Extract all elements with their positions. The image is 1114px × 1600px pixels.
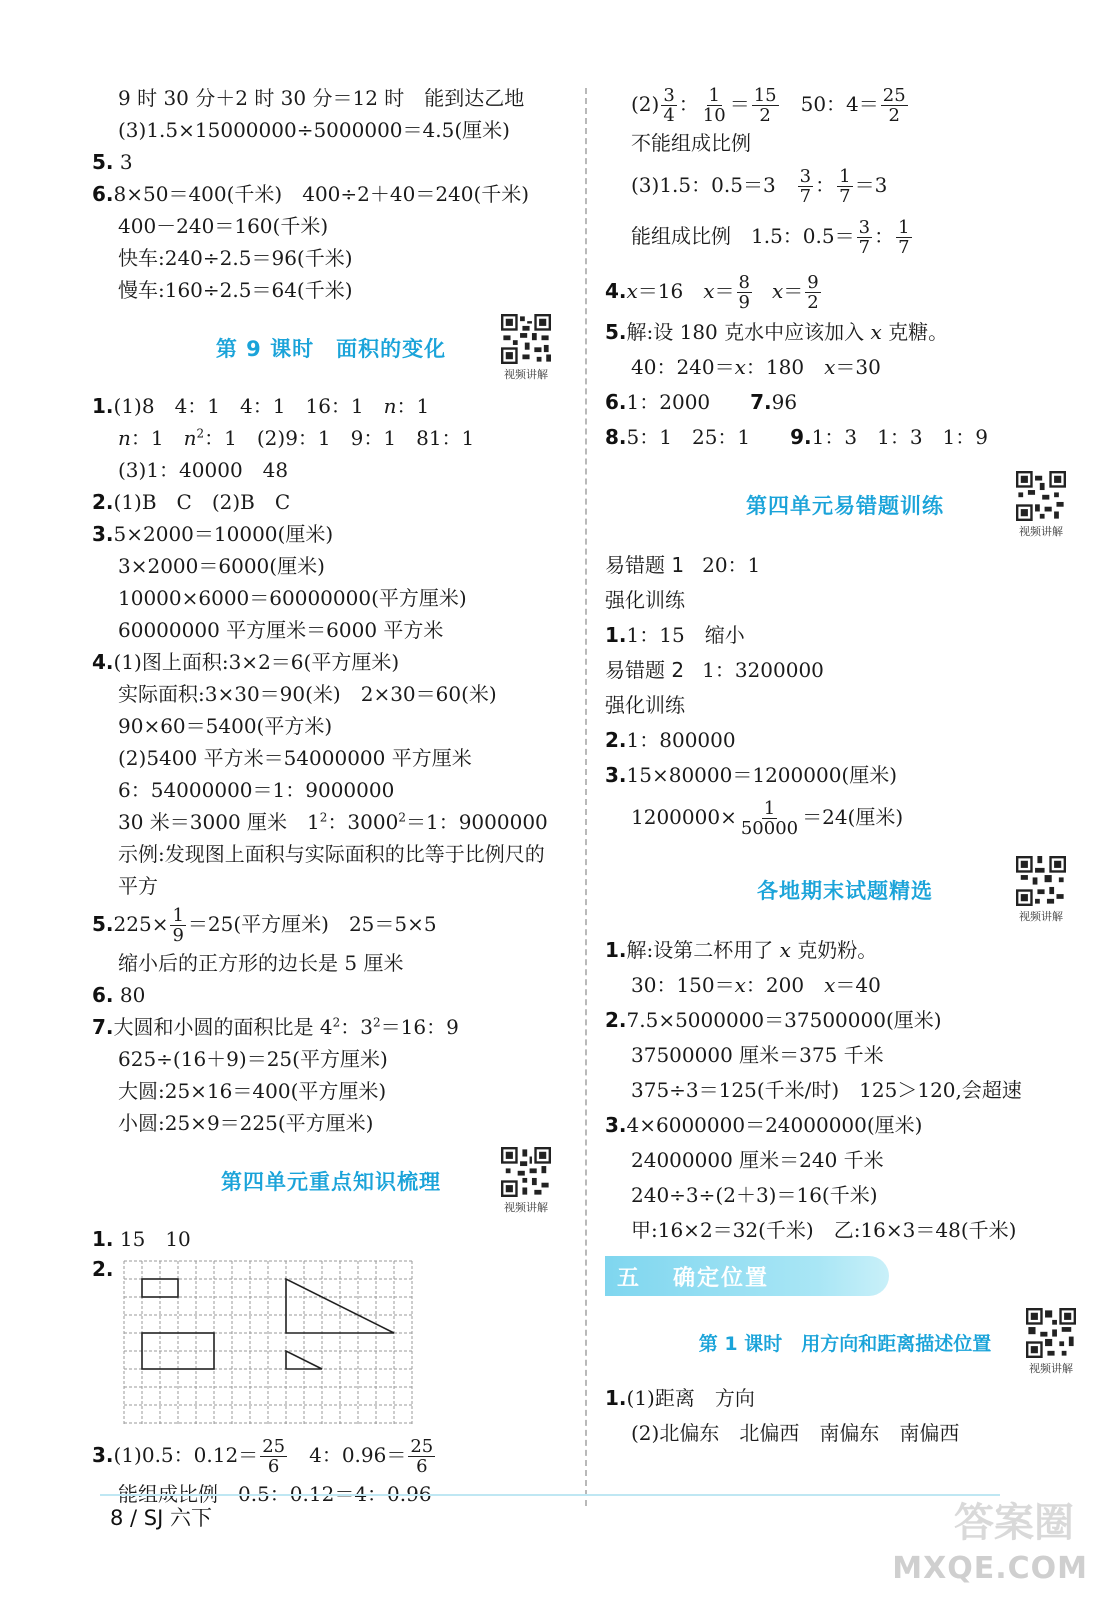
answer-text: 30：150＝: [631, 973, 735, 997]
text-line: [605, 214, 1085, 259]
section-heading-unit-4-errors: [605, 471, 1085, 539]
answer-text: 40：240＝: [631, 355, 735, 379]
fraction: [752, 86, 779, 125]
answer-text: ：1: [130, 426, 184, 450]
answer-text: ＝40: [835, 973, 881, 997]
text-line: 10000×6000＝60000000(平方厘米): [118, 586, 467, 610]
denominator: 7: [839, 186, 851, 207]
question-number: 5.: [605, 320, 627, 344]
section-title: 各地期末试题精选: [757, 879, 933, 903]
numerator: 25: [262, 1436, 286, 1457]
fraction: [260, 1437, 287, 1476]
numerator: 25: [882, 85, 906, 106]
text-line: 9 时 30 分＋2 时 30 分＝12 时 能到达乙地: [118, 86, 525, 110]
answer-text: 解:设第二杯用了: [626, 938, 780, 962]
answer-6: [92, 178, 570, 210]
answer-7: [92, 1011, 570, 1043]
answer-text: 1：3 1：3 1：9: [811, 425, 989, 449]
text-line: [605, 969, 1085, 1001]
qr-code[interactable]: [1007, 471, 1075, 539]
answer-text: 解:设 180 克水中应该加入: [626, 320, 871, 344]
question-number: 3.: [92, 522, 114, 546]
text-line: 小圆:25×9＝225(平方厘米): [118, 1111, 374, 1135]
fraction: [408, 1437, 435, 1476]
practice-answer-2: [605, 724, 1085, 756]
question-number: 6.: [92, 182, 114, 206]
answer-text: (1)B C (2)B C: [113, 490, 291, 514]
answer-text: 15×80000＝1200000(厘米): [626, 763, 898, 787]
text-line: 240÷3÷(2＋3)＝16(千米): [631, 1183, 878, 1207]
answer-1: [92, 1223, 570, 1255]
text-line: 缩小后的正方形的边长是 5 厘米: [118, 951, 404, 975]
practice-label: 强化训练: [605, 588, 685, 612]
section-heading-unit-4-review: [92, 1147, 570, 1215]
variable-x: x: [779, 938, 791, 962]
answer-text: 8×50＝400(千米) 400÷2＋40＝240(千米): [113, 182, 530, 206]
column-divider: [585, 88, 587, 1506]
question-number: 5.: [92, 150, 114, 174]
section-heading-final-exam: [605, 856, 1085, 924]
fraction: [739, 799, 800, 838]
answer-text: ＝16：9: [380, 1015, 459, 1039]
answer-6-7: [605, 386, 1085, 418]
denominator: 6: [416, 1456, 428, 1477]
text-line: 375÷3＝125(千米/时) 125＞120,会超速: [631, 1078, 1022, 1102]
error-label: 易错题 1: [605, 553, 685, 577]
answer-text: 能组成比例 1.5：0.5＝: [631, 224, 855, 248]
section-title: 第四单元重点知识梳理: [221, 1170, 441, 1194]
unit-number: 五: [617, 1265, 640, 1291]
question-number: 1.: [605, 1386, 627, 1410]
numerator: 1: [839, 166, 851, 187]
question-number: 2.: [92, 1257, 114, 1281]
text-line: 快车:240÷2.5＝96(千米): [118, 246, 353, 270]
denominator: 7: [898, 237, 910, 258]
qr-caption: 视频讲解: [504, 1201, 548, 1214]
answer-8-9: [605, 421, 1085, 453]
numerator: 15: [753, 85, 777, 106]
numerator: 25: [410, 1436, 434, 1457]
fraction: [896, 218, 911, 257]
variable-x: x: [771, 279, 784, 303]
text-line: [605, 82, 1085, 127]
section-title: 第 1 课时 用方向和距离描述位置: [698, 1332, 992, 1355]
lesson-answer-1: [605, 1382, 1085, 1414]
question-number: 6.: [605, 390, 627, 414]
numerator: 1: [898, 217, 910, 238]
qr-code[interactable]: [492, 1147, 560, 1215]
qr-code-icon: [498, 1147, 554, 1197]
question-number: 2.: [605, 728, 627, 752]
text-line: [605, 351, 1085, 383]
text-line: 能组成比例 0.5：0.12＝4：0.96: [118, 1482, 432, 1506]
answer-2-grid-figure: [92, 1257, 570, 1433]
question-number: 3.: [92, 1443, 114, 1467]
denominator: 50000: [740, 818, 799, 839]
answer-text: ＝: [729, 92, 750, 116]
superscript: 2: [372, 1015, 381, 1030]
answer-text: ：200: [745, 973, 825, 997]
variable-x: x: [824, 355, 836, 379]
unit-banner: [605, 1256, 889, 1296]
unit-title: 确定位置: [673, 1265, 770, 1291]
footer-rule: [100, 1494, 1000, 1496]
variable-n: n: [383, 394, 397, 418]
qr-code[interactable]: [492, 314, 560, 382]
answer-5: [92, 902, 570, 947]
answer-text: 96: [771, 390, 798, 414]
answer-6: [92, 979, 570, 1011]
variable-x: x: [626, 279, 638, 303]
answer-text: ＝30: [835, 355, 881, 379]
variable-n: n: [183, 426, 197, 450]
answer-text: (1)8 4：1 4：1 16：1: [113, 394, 384, 418]
qr-caption: 视频讲解: [504, 368, 548, 381]
answer-text: (1)图上面积:3×2＝6(平方厘米): [113, 650, 400, 674]
answer-text: 7.5×5000000＝37500000(厘米): [626, 1008, 942, 1032]
text-line: (2)北偏东 北偏西 南偏东 南偏西: [631, 1421, 960, 1445]
answer-text: 20：1: [702, 553, 761, 577]
answer-text: 4：0.96＝: [289, 1443, 407, 1467]
answer-text: 3: [119, 150, 133, 174]
answer-text: ＝16: [637, 279, 704, 303]
section-title: 第四单元易错题训练: [746, 494, 944, 518]
answer-2: [92, 486, 570, 518]
answer-text: ：1: [396, 394, 430, 418]
answer-text: (3)1.5：0.5＝3: [631, 173, 796, 197]
numerator: 9: [807, 272, 819, 293]
fraction: [805, 273, 820, 312]
denominator: 4: [663, 105, 675, 126]
answer-text: 大圆和小圆的面积比是 4: [113, 1015, 333, 1039]
right-column: [605, 82, 1085, 1449]
error-question-2: [605, 654, 1085, 686]
text-line: 实际面积:3×30＝90(米) 2×30＝60(米): [118, 682, 497, 706]
answer-text: (1)0.5：0.12＝: [113, 1443, 259, 1467]
text-line: 示例:发现图上面积与实际面积的比等于比例尺的平方: [118, 842, 545, 898]
answer-text: ＝1：9000000: [405, 810, 548, 834]
variable-x: x: [824, 973, 836, 997]
answer-text: (1)距离 方向: [626, 1386, 755, 1410]
fraction: [170, 906, 185, 945]
question-number: 9.: [790, 425, 812, 449]
answer-text: ：180: [745, 355, 825, 379]
answer-1: [92, 390, 570, 422]
text-line: 甲:16×2＝32(千米) 乙:16×3＝48(千米): [631, 1218, 1017, 1242]
question-number: 7.: [92, 1015, 114, 1039]
qr-caption: 视频讲解: [1019, 910, 1063, 923]
answer-text: 80: [119, 983, 146, 1007]
practice-answer-1: [605, 619, 1085, 651]
answer-5: [605, 316, 1085, 348]
question-number: 3.: [605, 763, 627, 787]
practice-label: 强化训练: [605, 693, 685, 717]
text-line: 24000000 厘米＝240 千米: [631, 1148, 884, 1172]
grid-drawing: [118, 1257, 420, 1429]
question-number: 3.: [605, 1113, 627, 1137]
question-number: 1.: [92, 1227, 114, 1251]
text-line: 大圆:25×16＝400(平方厘米): [118, 1079, 387, 1103]
numerator: 1: [708, 85, 720, 106]
text-line: (3)1.5×15000000÷5000000＝4.5(厘米): [118, 118, 510, 142]
denominator: 7: [858, 237, 871, 258]
question-number: 2.: [92, 490, 114, 514]
text-line: 不能组成比例: [631, 131, 751, 155]
answer-text: 1：800000: [626, 728, 736, 752]
numerator: 1: [763, 798, 776, 819]
text-line: (3)1：40000 48: [118, 458, 289, 482]
answer-text: ＝: [714, 279, 735, 303]
answer-3: [92, 1433, 570, 1478]
text-line: [92, 806, 570, 838]
text-line: [605, 163, 1085, 208]
question-number: 2.: [605, 1008, 627, 1032]
text-line: [605, 795, 1085, 840]
text-line: 慢车:160÷2.5＝64(千米): [118, 278, 353, 302]
denominator: 9: [738, 292, 750, 313]
numerator: 3: [799, 166, 812, 187]
answer-text: 1：15 缩小: [626, 623, 745, 647]
superscript: 2: [398, 810, 406, 825]
answer-text: ＝24(厘米): [802, 805, 904, 829]
question-number: 7.: [750, 390, 772, 414]
qr-code-icon: [1023, 1308, 1079, 1358]
answer-text: 1：3200000: [702, 658, 824, 682]
text-line: 90×60＝5400(平方米): [118, 714, 333, 738]
watermark-url: MXQE.COM: [892, 1551, 1088, 1586]
answer-text: 30 米＝3000 厘米 1: [118, 810, 320, 834]
variable-x: x: [734, 355, 746, 379]
answer-text: 5：1 25：1: [626, 425, 751, 449]
numerator: 8: [738, 272, 750, 293]
answer-text: ：: [874, 224, 895, 248]
fraction: [661, 86, 676, 125]
answer-text: 1：2000: [626, 390, 711, 414]
answer-text: 225×: [113, 912, 169, 936]
denominator: 6: [267, 1456, 280, 1477]
watermark-logo-text: 答案圈: [954, 1500, 1074, 1546]
denominator: 2: [888, 105, 900, 126]
question-number: 1.: [605, 938, 627, 962]
answer-text: ：3: [340, 1015, 373, 1039]
answer-4: [605, 269, 1085, 314]
answer-text: 15 10: [119, 1227, 191, 1251]
section-heading-lesson-1: [605, 1308, 1085, 1376]
answer-3: [92, 518, 570, 550]
denominator: 10: [702, 105, 726, 126]
answer-text: 5×2000＝10000(厘米): [113, 522, 334, 546]
text-line: 37500000 厘米＝375 千米: [631, 1043, 884, 1067]
exam-answer-2: [605, 1004, 1085, 1036]
superscript: 2: [196, 426, 205, 441]
qr-code-icon: [498, 314, 554, 364]
watermark: [892, 1496, 1094, 1592]
qr-code-icon: [1013, 856, 1069, 906]
answer-5: [92, 146, 570, 178]
numerator: 1: [172, 905, 184, 926]
numerator: 3: [858, 217, 871, 238]
question-number: 4.: [605, 279, 627, 303]
variable-n: n: [118, 426, 131, 450]
error-label: 易错题 2: [605, 658, 685, 682]
text-line: [92, 422, 570, 454]
exam-answer-3: [605, 1109, 1085, 1141]
denominator: 2: [807, 292, 819, 313]
qr-code[interactable]: [1007, 856, 1075, 924]
question-number: 6.: [92, 983, 114, 1007]
fraction: [737, 273, 752, 312]
practice-answer-3: [605, 759, 1085, 791]
error-question-1: [605, 549, 1085, 581]
fraction: [798, 167, 813, 206]
denominator: 9: [172, 925, 184, 946]
text-line: (2)5400 平方米＝54000000 平方厘米: [118, 746, 472, 770]
answer-text: ：3000: [327, 810, 399, 834]
text-line: 60000000 平方厘米＝6000 平方米: [118, 618, 444, 642]
fraction: [701, 86, 728, 125]
question-number: 5.: [92, 912, 114, 936]
answer-text: ＝: [783, 279, 804, 303]
question-number: 4.: [92, 650, 114, 674]
denominator: 2: [759, 105, 771, 126]
question-number: 8.: [605, 425, 627, 449]
qr-caption: 视频讲解: [1019, 525, 1063, 538]
qr-code-icon: [1013, 471, 1069, 521]
qr-code[interactable]: [1017, 1308, 1085, 1376]
qr-caption: 视频讲解: [1029, 1362, 1073, 1375]
fraction: [837, 167, 852, 206]
fraction: [881, 86, 908, 125]
answer-text: ＝3: [854, 173, 888, 197]
answer-text: ：: [678, 92, 699, 116]
answer-text: 50：4＝: [780, 92, 879, 116]
superscript: 2: [332, 1015, 341, 1030]
answer-text: 1200000×: [631, 805, 737, 829]
exam-answer-1: [605, 934, 1085, 966]
section-heading-lesson-9: [92, 314, 570, 382]
variable-x: x: [703, 279, 715, 303]
answer-text: ＝25(平方厘米) 25＝5×5: [187, 912, 437, 936]
text-line: 400－240＝160(千米): [118, 214, 329, 238]
answer-text: 克糖。: [881, 320, 949, 344]
numerator: 3: [663, 85, 675, 106]
variable-x: x: [870, 320, 882, 344]
variable-x: x: [734, 973, 746, 997]
answer-4: [92, 646, 570, 678]
answer-text: (2): [631, 92, 660, 116]
question-number: 1.: [605, 623, 627, 647]
question-number: 1.: [92, 394, 114, 418]
answer-text: ：1 (2)9：1 9：1 81：1: [204, 426, 475, 450]
section-title: 第 9 课时 面积的变化: [215, 337, 447, 361]
denominator: 7: [799, 186, 812, 207]
superscript: 2: [319, 810, 328, 825]
page-footer: 8 / SJ 六下: [110, 1506, 212, 1530]
answer-text: 克奶粉。: [790, 938, 878, 962]
text-line: 625÷(16＋9)＝25(平方厘米): [118, 1047, 388, 1071]
left-column: [92, 82, 570, 1510]
text-line: 3×2000＝6000(厘米): [118, 554, 325, 578]
fraction: [857, 218, 872, 257]
text-line: 6：54000000＝1：9000000: [118, 778, 395, 802]
answer-text: 4×6000000＝24000000(厘米): [626, 1113, 923, 1137]
answer-text: ：: [815, 173, 836, 197]
